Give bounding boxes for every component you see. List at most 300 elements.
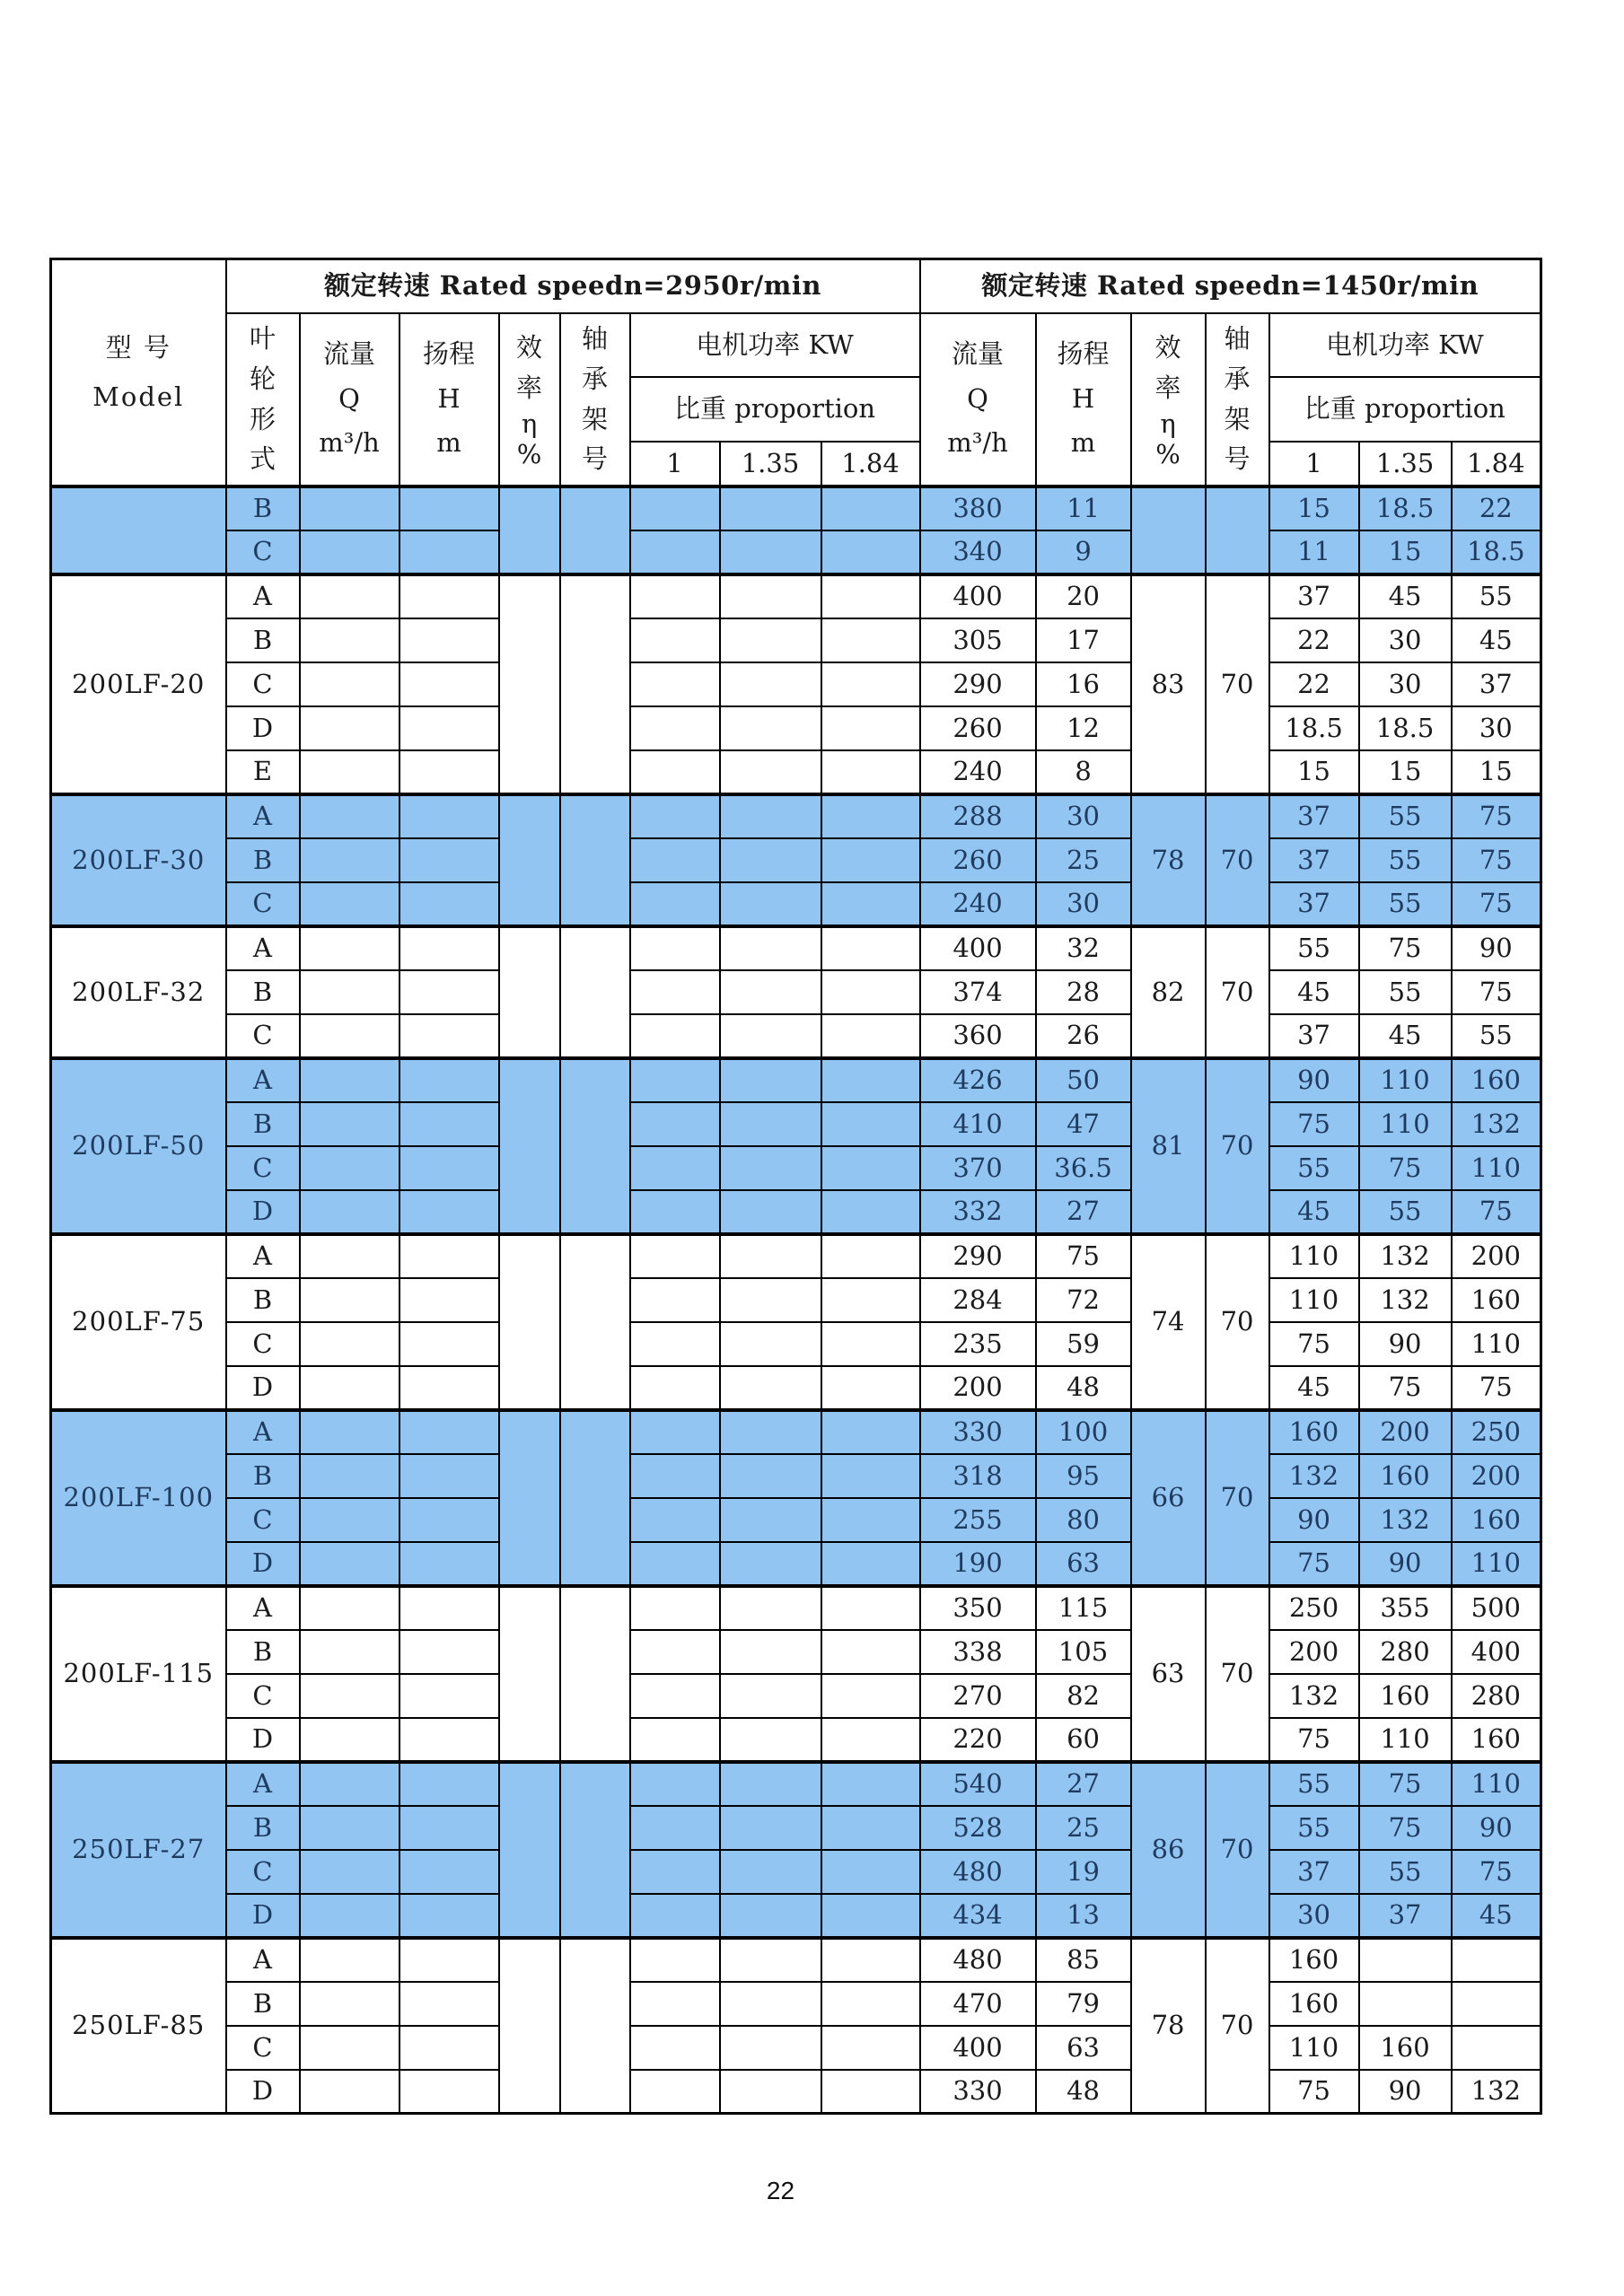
power1-1450-cell: 45: [1269, 970, 1359, 1014]
efficiency-2950-cell: [499, 486, 560, 574]
head-2950-cell: [399, 1718, 499, 1762]
power184-1450-cell: 45: [1452, 618, 1541, 662]
flow-header-cn: 流量: [952, 337, 1005, 369]
efficiency-2950-cell: [499, 794, 560, 926]
bearing-2950-cell: [560, 1058, 630, 1234]
power135-2950-cell: [720, 1190, 821, 1234]
head-2950-cell: [399, 1278, 499, 1322]
proportion-2950-header: 比重 proportion: [630, 377, 920, 442]
power135-1450-cell: 15: [1359, 750, 1452, 794]
head-2950-cell: [399, 1894, 499, 1938]
flow-header-unit: m³/h: [319, 427, 380, 459]
efficiency-2950-cell: [499, 574, 560, 794]
power1-1450-cell: 45: [1269, 1190, 1359, 1234]
power1-2950-cell: [630, 662, 720, 706]
power184-1450-cell: 55: [1452, 574, 1541, 618]
flow-2950-cell: [300, 1410, 399, 1454]
power135-1450-cell: 30: [1359, 618, 1452, 662]
power1-1450-cell: 30: [1269, 1894, 1359, 1938]
flow-1450-cell: 255: [920, 1498, 1036, 1542]
power135-2950-cell: [720, 1366, 821, 1410]
flow-1450-cell: 380: [920, 486, 1036, 530]
head-1450-header: [1036, 313, 1131, 486]
power184-2950-cell: [821, 574, 920, 618]
power184-1450-cell: 75: [1452, 794, 1541, 838]
power184-1450-cell: 400: [1452, 1630, 1541, 1674]
power184-2950-cell: [821, 1102, 920, 1146]
head-header-unit: m: [1070, 427, 1096, 459]
spec-row: [51, 1542, 1541, 1586]
flow-1450-cell: 338: [920, 1630, 1036, 1674]
flow-1450-cell: 400: [920, 2026, 1036, 2070]
model-header-cn: 型 号: [105, 331, 171, 363]
power1-1450-cell: 37: [1269, 1850, 1359, 1894]
head-2950-cell: [399, 838, 499, 882]
head-1450-cell: 17: [1036, 618, 1131, 662]
head-2950-cell: [399, 1674, 499, 1718]
power184-2950-cell: [821, 618, 920, 662]
power1-2950-cell: [630, 926, 720, 970]
spec-row: [51, 1850, 1541, 1894]
flow-1450-cell: 190: [920, 1542, 1036, 1586]
head-1450-cell: 36.5: [1036, 1146, 1131, 1190]
power1-2950-cell: [630, 1894, 720, 1938]
power1-2950-cell: [630, 1454, 720, 1498]
bearing-2950-cell: [560, 574, 630, 794]
bearing-1450-cell: [1206, 486, 1269, 574]
head-1450-cell: 72: [1036, 1278, 1131, 1322]
power1-1450-cell: 75: [1269, 1718, 1359, 1762]
flow-2950-cell: [300, 1982, 399, 2026]
bearing-2950-cell: [560, 1938, 630, 2114]
power184-2950-cell: [821, 1894, 920, 1938]
power135-2950-cell: [720, 2026, 821, 2070]
power1-2950-cell: [630, 2070, 720, 2114]
spec-row: [51, 530, 1541, 574]
impeller-cell: D: [226, 1190, 300, 1234]
flow-1450-cell: 480: [920, 1850, 1036, 1894]
power135-1450-cell: 55: [1359, 794, 1452, 838]
power135-1450-cell: 75: [1359, 1146, 1452, 1190]
head-1450-cell: 82: [1036, 1674, 1131, 1718]
efficiency-1450-cell: 81: [1131, 1058, 1206, 1234]
power184-2950-cell: [821, 1190, 920, 1234]
flow-2950-cell: [300, 1102, 399, 1146]
flow-1450-cell: 540: [920, 1762, 1036, 1806]
power1-2950-cell: [630, 1014, 720, 1058]
power135-1450-cell: 55: [1359, 1190, 1452, 1234]
power184-1450-cell: 55: [1452, 1014, 1541, 1058]
power184-1450-cell: 15: [1452, 750, 1541, 794]
efficiency-1450-header: [1131, 313, 1206, 486]
flow-2950-cell: [300, 486, 399, 530]
bearing-1450-cell: 70: [1206, 1410, 1269, 1586]
impeller-cell: C: [226, 1850, 300, 1894]
impeller-header: [226, 313, 300, 486]
head-2950-cell: [399, 2026, 499, 2070]
power184-1450-cell: 250: [1452, 1410, 1541, 1454]
power135-2950-cell: [720, 1322, 821, 1366]
power135-1450-cell: 75: [1359, 1762, 1452, 1806]
head-1450-cell: 26: [1036, 1014, 1131, 1058]
power1-2950-cell: [630, 882, 720, 926]
flow-1450-cell: 350: [920, 1586, 1036, 1630]
power1-2950-cell: [630, 1234, 720, 1278]
ratio-1-2950-header: 1: [630, 442, 720, 486]
efficiency-2950-cell: [499, 1938, 560, 2114]
efficiency-2950-cell: [499, 1586, 560, 1762]
impeller-cell: C: [226, 530, 300, 574]
ratio-135-2950-header: 1.35: [720, 442, 821, 486]
impeller-cell: B: [226, 1278, 300, 1322]
impeller-cell: D: [226, 1718, 300, 1762]
spec-row: [51, 1674, 1541, 1718]
power184-1450-cell: 75: [1452, 1366, 1541, 1410]
flow-header-unit: m³/h: [947, 427, 1008, 459]
flow-2950-cell: [300, 926, 399, 970]
flow-2950-cell: [300, 1058, 399, 1102]
flow-1450-cell: 360: [920, 1014, 1036, 1058]
efficiency-1450-cell: 82: [1131, 926, 1206, 1058]
flow-2950-cell: [300, 1762, 399, 1806]
power1-1450-cell: 18.5: [1269, 706, 1359, 750]
power135-2950-cell: [720, 1894, 821, 1938]
power1-2950-cell: [630, 1850, 720, 1894]
flow-2950-cell: [300, 1454, 399, 1498]
power184-1450-cell: 18.5: [1452, 530, 1541, 574]
power135-1450-cell: 55: [1359, 838, 1452, 882]
power135-2950-cell: [720, 1014, 821, 1058]
power184-1450-cell: 22: [1452, 486, 1541, 530]
flow-1450-cell: 470: [920, 1982, 1036, 2026]
bearing-1450-cell: 70: [1206, 1938, 1269, 2114]
power184-1450-cell: [1452, 1938, 1541, 1982]
power135-2950-cell: [720, 574, 821, 618]
spec-row: [51, 1762, 1541, 1806]
power184-1450-cell: 45: [1452, 1894, 1541, 1938]
power184-1450-cell: 37: [1452, 662, 1541, 706]
head-header-cn: 扬程: [1057, 337, 1110, 369]
power1-1450-cell: 55: [1269, 1146, 1359, 1190]
power1-1450-cell: 90: [1269, 1498, 1359, 1542]
power184-1450-cell: 160: [1452, 1718, 1541, 1762]
flow-2950-cell: [300, 1322, 399, 1366]
power1-2950-cell: [630, 1322, 720, 1366]
power1-1450-cell: 55: [1269, 1762, 1359, 1806]
spec-row: [51, 750, 1541, 794]
efficiency-1450-cell: 78: [1131, 1938, 1206, 2114]
bearing-2950-cell: [560, 1762, 630, 1938]
power135-1450-cell: 110: [1359, 1718, 1452, 1762]
head-1450-cell: 9: [1036, 530, 1131, 574]
impeller-cell: B: [226, 486, 300, 530]
impeller-cell: B: [226, 1982, 300, 2026]
efficiency-1450-cell: 66: [1131, 1410, 1206, 1586]
power184-1450-cell: 110: [1452, 1762, 1541, 1806]
power184-1450-cell: 90: [1452, 1806, 1541, 1850]
head-1450-cell: 27: [1036, 1762, 1131, 1806]
eff-header-unit: %: [516, 439, 542, 470]
power184-2950-cell: [821, 926, 920, 970]
power135-2950-cell: [720, 882, 821, 926]
head-header-cn: 扬程: [422, 337, 475, 369]
power184-2950-cell: [821, 882, 920, 926]
power135-1450-cell: 55: [1359, 882, 1452, 926]
model-cell: 250LF-27: [51, 1762, 226, 1938]
impeller-cell: B: [226, 838, 300, 882]
power1-1450-cell: 132: [1269, 1454, 1359, 1498]
bearing-2950-cell: [560, 794, 630, 926]
proportion-1450-header: 比重 proportion: [1269, 377, 1541, 442]
power1-1450-cell: 15: [1269, 486, 1359, 530]
head-1450-cell: 25: [1036, 838, 1131, 882]
head-header-symbol: H: [437, 382, 461, 414]
head-2950-cell: [399, 1366, 499, 1410]
head-1450-cell: 12: [1036, 706, 1131, 750]
head-1450-cell: 11: [1036, 486, 1131, 530]
spec-row: [51, 486, 1541, 530]
flow-2950-cell: [300, 1014, 399, 1058]
power135-2950-cell: [720, 1938, 821, 1982]
efficiency-1450-cell: [1131, 486, 1206, 574]
head-2950-cell: [399, 1058, 499, 1102]
impeller-cell: B: [226, 1630, 300, 1674]
power1-2950-cell: [630, 750, 720, 794]
head-2950-cell: [399, 530, 499, 574]
impeller-cell: D: [226, 1894, 300, 1938]
power135-2950-cell: [720, 1058, 821, 1102]
power135-1450-cell: 110: [1359, 1102, 1452, 1146]
power184-2950-cell: [821, 1410, 920, 1454]
head-2950-cell: [399, 1762, 499, 1806]
power135-2950-cell: [720, 1586, 821, 1630]
power1-2950-cell: [630, 618, 720, 662]
flow-1450-cell: 374: [920, 970, 1036, 1014]
power135-1450-cell: 75: [1359, 1806, 1452, 1850]
flow-1450-cell: 290: [920, 1234, 1036, 1278]
power1-1450-cell: 45: [1269, 1366, 1359, 1410]
flow-1450-cell: 220: [920, 1718, 1036, 1762]
power1-1450-cell: 75: [1269, 1102, 1359, 1146]
impeller-cell: C: [226, 1322, 300, 1366]
efficiency-2950-header: [499, 313, 560, 486]
power1-2950-cell: [630, 1366, 720, 1410]
power1-1450-cell: 37: [1269, 1014, 1359, 1058]
power1-1450-cell: 75: [1269, 1542, 1359, 1586]
power135-1450-cell: 55: [1359, 1850, 1452, 1894]
power184-2950-cell: [821, 1806, 920, 1850]
flow-2950-cell: [300, 1806, 399, 1850]
power1-2950-cell: [630, 1498, 720, 1542]
power1-1450-cell: 110: [1269, 1234, 1359, 1278]
power184-1450-cell: 280: [1452, 1674, 1541, 1718]
power184-2950-cell: [821, 1058, 920, 1102]
spec-row: [51, 1718, 1541, 1762]
power135-1450-cell: 90: [1359, 1322, 1452, 1366]
eff-header-cn: 效率: [515, 331, 542, 403]
spec-row: [51, 1498, 1541, 1542]
flow-2950-cell: [300, 1630, 399, 1674]
power1-1450-cell: 160: [1269, 1410, 1359, 1454]
head-1450-cell: 32: [1036, 926, 1131, 970]
power184-2950-cell: [821, 706, 920, 750]
eff-header-cn: 效率: [1154, 331, 1181, 403]
power184-2950-cell: [821, 1014, 920, 1058]
impeller-header-text: 叶轮形式: [249, 322, 276, 475]
power135-1450-cell: 18.5: [1359, 486, 1452, 530]
head-1450-cell: 105: [1036, 1630, 1131, 1674]
power1-1450-cell: 55: [1269, 1806, 1359, 1850]
head-2950-cell: [399, 1146, 499, 1190]
flow-2950-cell: [300, 1278, 399, 1322]
power184-2950-cell: [821, 1850, 920, 1894]
power184-1450-cell: 90: [1452, 926, 1541, 970]
model-header-en: Model: [92, 381, 185, 412]
flow-1450-cell: 318: [920, 1454, 1036, 1498]
power135-2950-cell: [720, 662, 821, 706]
power184-2950-cell: [821, 970, 920, 1014]
power184-1450-cell: 500: [1452, 1586, 1541, 1630]
flow-2950-cell: [300, 662, 399, 706]
head-1450-cell: 28: [1036, 970, 1131, 1014]
page-number: 22: [766, 2177, 795, 2204]
head-2950-cell: [399, 706, 499, 750]
power184-2950-cell: [821, 1454, 920, 1498]
power184-1450-cell: [1452, 2026, 1541, 2070]
flow-2950-cell: [300, 882, 399, 926]
spec-row: [51, 618, 1541, 662]
bearing-1450-cell: 70: [1206, 574, 1269, 794]
efficiency-1450-cell: 63: [1131, 1586, 1206, 1762]
flow-1450-cell: 434: [920, 1894, 1036, 1938]
head-2950-cell: [399, 2070, 499, 2114]
spec-row: [51, 1190, 1541, 1234]
power184-2950-cell: [821, 2070, 920, 2114]
flow-1450-cell: 528: [920, 1806, 1036, 1850]
spec-row: [51, 1982, 1541, 2026]
flow-1450-cell: 305: [920, 618, 1036, 662]
power184-2950-cell: [821, 1938, 920, 1982]
spec-row: [51, 838, 1541, 882]
power1-1450-cell: 160: [1269, 1938, 1359, 1982]
flow-1450-cell: 288: [920, 794, 1036, 838]
power1-2950-cell: [630, 2026, 720, 2070]
flow-2950-cell: [300, 1234, 399, 1278]
power184-2950-cell: [821, 530, 920, 574]
spec-row: [51, 1102, 1541, 1146]
flow-2950-header: [300, 313, 399, 486]
spec-row: [51, 706, 1541, 750]
impeller-cell: C: [226, 882, 300, 926]
spec-row: [51, 1454, 1541, 1498]
head-2950-cell: [399, 618, 499, 662]
power1-1450-cell: 132: [1269, 1674, 1359, 1718]
power135-2950-cell: [720, 794, 821, 838]
impeller-cell: A: [226, 1586, 300, 1630]
head-2950-cell: [399, 1410, 499, 1454]
power1-2950-cell: [630, 1586, 720, 1630]
bearing-2950-cell: [560, 1586, 630, 1762]
ratio-184-2950-header: 1.84: [821, 442, 920, 486]
head-1450-cell: 48: [1036, 1366, 1131, 1410]
power1-1450-cell: 15: [1269, 750, 1359, 794]
model-cell: [51, 486, 226, 574]
power1-2950-cell: [630, 1982, 720, 2026]
spec-row: [51, 1410, 1541, 1454]
flow-1450-cell: 330: [920, 2070, 1036, 2114]
bearing-1450-cell: 70: [1206, 1762, 1269, 1938]
flow-1450-cell: 480: [920, 1938, 1036, 1982]
efficiency-2950-cell: [499, 926, 560, 1058]
power1-1450-cell: 75: [1269, 1322, 1359, 1366]
power1-1450-cell: 37: [1269, 794, 1359, 838]
head-2950-cell: [399, 1542, 499, 1586]
power184-2950-cell: [821, 1146, 920, 1190]
head-1450-cell: 8: [1036, 750, 1131, 794]
flow-2950-cell: [300, 1586, 399, 1630]
power-1450-header: 电机功率 KW: [1269, 313, 1541, 377]
power135-2950-cell: [720, 1278, 821, 1322]
power135-1450-cell: 45: [1359, 1014, 1452, 1058]
power184-2950-cell: [821, 838, 920, 882]
eff-header-symbol: η: [1160, 407, 1176, 439]
power135-2950-cell: [720, 1674, 821, 1718]
power1-2950-cell: [630, 1278, 720, 1322]
impeller-cell: D: [226, 1542, 300, 1586]
flow-2950-cell: [300, 574, 399, 618]
head-2950-cell: [399, 1938, 499, 1982]
bearing-2950-cell: [560, 1410, 630, 1586]
bearing-1450-cell: 70: [1206, 794, 1269, 926]
bearing-2950-cell: [560, 1234, 630, 1410]
model-cell: 200LF-115: [51, 1586, 226, 1762]
flow-1450-header: [920, 313, 1036, 486]
power184-1450-cell: 160: [1452, 1058, 1541, 1102]
power184-2950-cell: [821, 1542, 920, 1586]
power184-2950-cell: [821, 1322, 920, 1366]
power184-2950-cell: [821, 1718, 920, 1762]
power184-1450-cell: [1452, 1982, 1541, 2026]
power135-2950-cell: [720, 1234, 821, 1278]
power1-1450-cell: 90: [1269, 1058, 1359, 1102]
power184-2950-cell: [821, 1366, 920, 1410]
power1-2950-cell: [630, 706, 720, 750]
impeller-cell: B: [226, 1806, 300, 1850]
power184-1450-cell: 75: [1452, 970, 1541, 1014]
power135-2950-cell: [720, 1850, 821, 1894]
spec-row: [51, 1894, 1541, 1938]
power184-2950-cell: [821, 1586, 920, 1630]
power135-1450-cell: 160: [1359, 2026, 1452, 2070]
power184-1450-cell: 110: [1452, 1542, 1541, 1586]
power135-2950-cell: [720, 1806, 821, 1850]
model-cell: 250LF-85: [51, 1938, 226, 2114]
flow-2950-cell: [300, 970, 399, 1014]
power1-2950-cell: [630, 1410, 720, 1454]
impeller-cell: C: [226, 1146, 300, 1190]
power135-1450-cell: 45: [1359, 574, 1452, 618]
head-2950-cell: [399, 1982, 499, 2026]
efficiency-2950-cell: [499, 1058, 560, 1234]
flow-2950-cell: [300, 1938, 399, 1982]
spec-row: [51, 1630, 1541, 1674]
efficiency-2950-cell: [499, 1234, 560, 1410]
eff-header-unit: %: [1155, 439, 1181, 470]
power184-1450-cell: 200: [1452, 1454, 1541, 1498]
power1-1450-cell: 110: [1269, 1278, 1359, 1322]
efficiency-1450-cell: 86: [1131, 1762, 1206, 1938]
power135-1450-cell: 37: [1359, 1894, 1452, 1938]
